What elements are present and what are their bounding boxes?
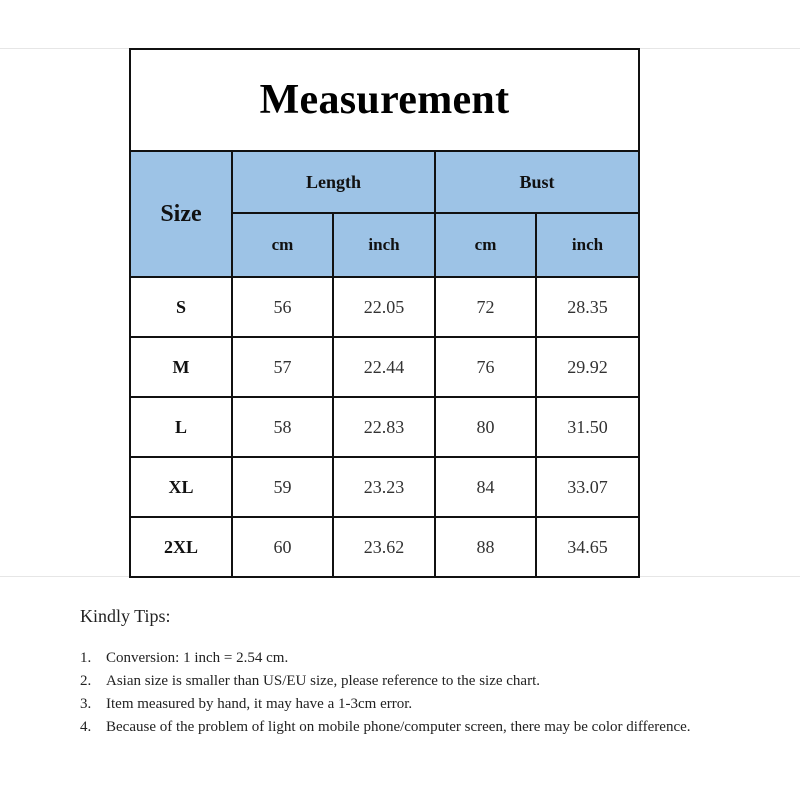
bust-cm-cell: 72 — [435, 277, 536, 337]
tips-section — [80, 606, 760, 739]
table-row — [131, 397, 638, 457]
tip-number: 4. — [80, 719, 92, 735]
size-cell: 2XL — [131, 517, 232, 577]
size-cell: XL — [131, 457, 232, 517]
length-inch-cell: 23.23 — [333, 457, 435, 517]
tip-text: Asian size is smaller than US/EU size, please reference to the size chart. — [106, 673, 540, 689]
length-inch-header: inch — [333, 213, 435, 277]
bust-inch-cell: 28.35 — [536, 277, 638, 337]
bust-inch-cell: 29.92 — [536, 337, 638, 397]
length-cm-cell: 60 — [232, 517, 333, 577]
tip-text: Item measured by hand, it may have a 1-3cm error. — [106, 696, 413, 712]
bust-cm-header: cm — [435, 213, 536, 277]
bust-inch-cell: 33.07 — [536, 457, 638, 517]
table-row — [131, 337, 638, 397]
tip-number: 3. — [80, 696, 92, 712]
size-cell: M — [131, 337, 232, 397]
bust-inch-header: inch — [536, 213, 638, 277]
size-cell: L — [131, 397, 232, 457]
length-cm-cell: 57 — [232, 337, 333, 397]
length-cm-cell: 59 — [232, 457, 333, 517]
size-chart — [129, 48, 640, 578]
list-item — [80, 670, 760, 693]
table-row — [131, 517, 638, 577]
length-cm-cell: 56 — [232, 277, 333, 337]
length-inch-cell: 22.05 — [333, 277, 435, 337]
tip-number: 2. — [80, 673, 92, 689]
length-cm-header: cm — [232, 213, 333, 277]
tip-number: 1. — [80, 650, 92, 666]
size-header: Size — [131, 151, 232, 277]
list-item — [80, 716, 760, 739]
tips-list — [80, 647, 760, 739]
bust-inch-cell: 31.50 — [536, 397, 638, 457]
length-inch-cell: 23.62 — [333, 517, 435, 577]
bust-cm-cell: 84 — [435, 457, 536, 517]
tips-title: Kindly Tips: — [80, 606, 171, 626]
bust-inch-cell: 34.65 — [536, 517, 638, 577]
length-inch-cell: 22.44 — [333, 337, 435, 397]
header-row-groups — [131, 151, 638, 213]
table-row — [131, 277, 638, 337]
tip-text: Conversion: 1 inch = 2.54 cm. — [106, 650, 289, 666]
table-row — [131, 457, 638, 517]
length-inch-cell: 22.83 — [333, 397, 435, 457]
chart-title: Measurement — [259, 77, 510, 123]
bust-cm-cell: 76 — [435, 337, 536, 397]
measurement-table — [131, 150, 638, 577]
list-item — [80, 693, 760, 716]
size-cell: S — [131, 277, 232, 337]
tip-text: Because of the problem of light on mobile phone/computer screen, there may be color difference. — [106, 719, 691, 735]
bust-cm-cell: 80 — [435, 397, 536, 457]
bust-header: Bust — [435, 151, 638, 213]
list-item — [80, 647, 760, 670]
length-header: Length — [232, 151, 435, 213]
length-cm-cell: 58 — [232, 397, 333, 457]
bust-cm-cell: 88 — [435, 517, 536, 577]
